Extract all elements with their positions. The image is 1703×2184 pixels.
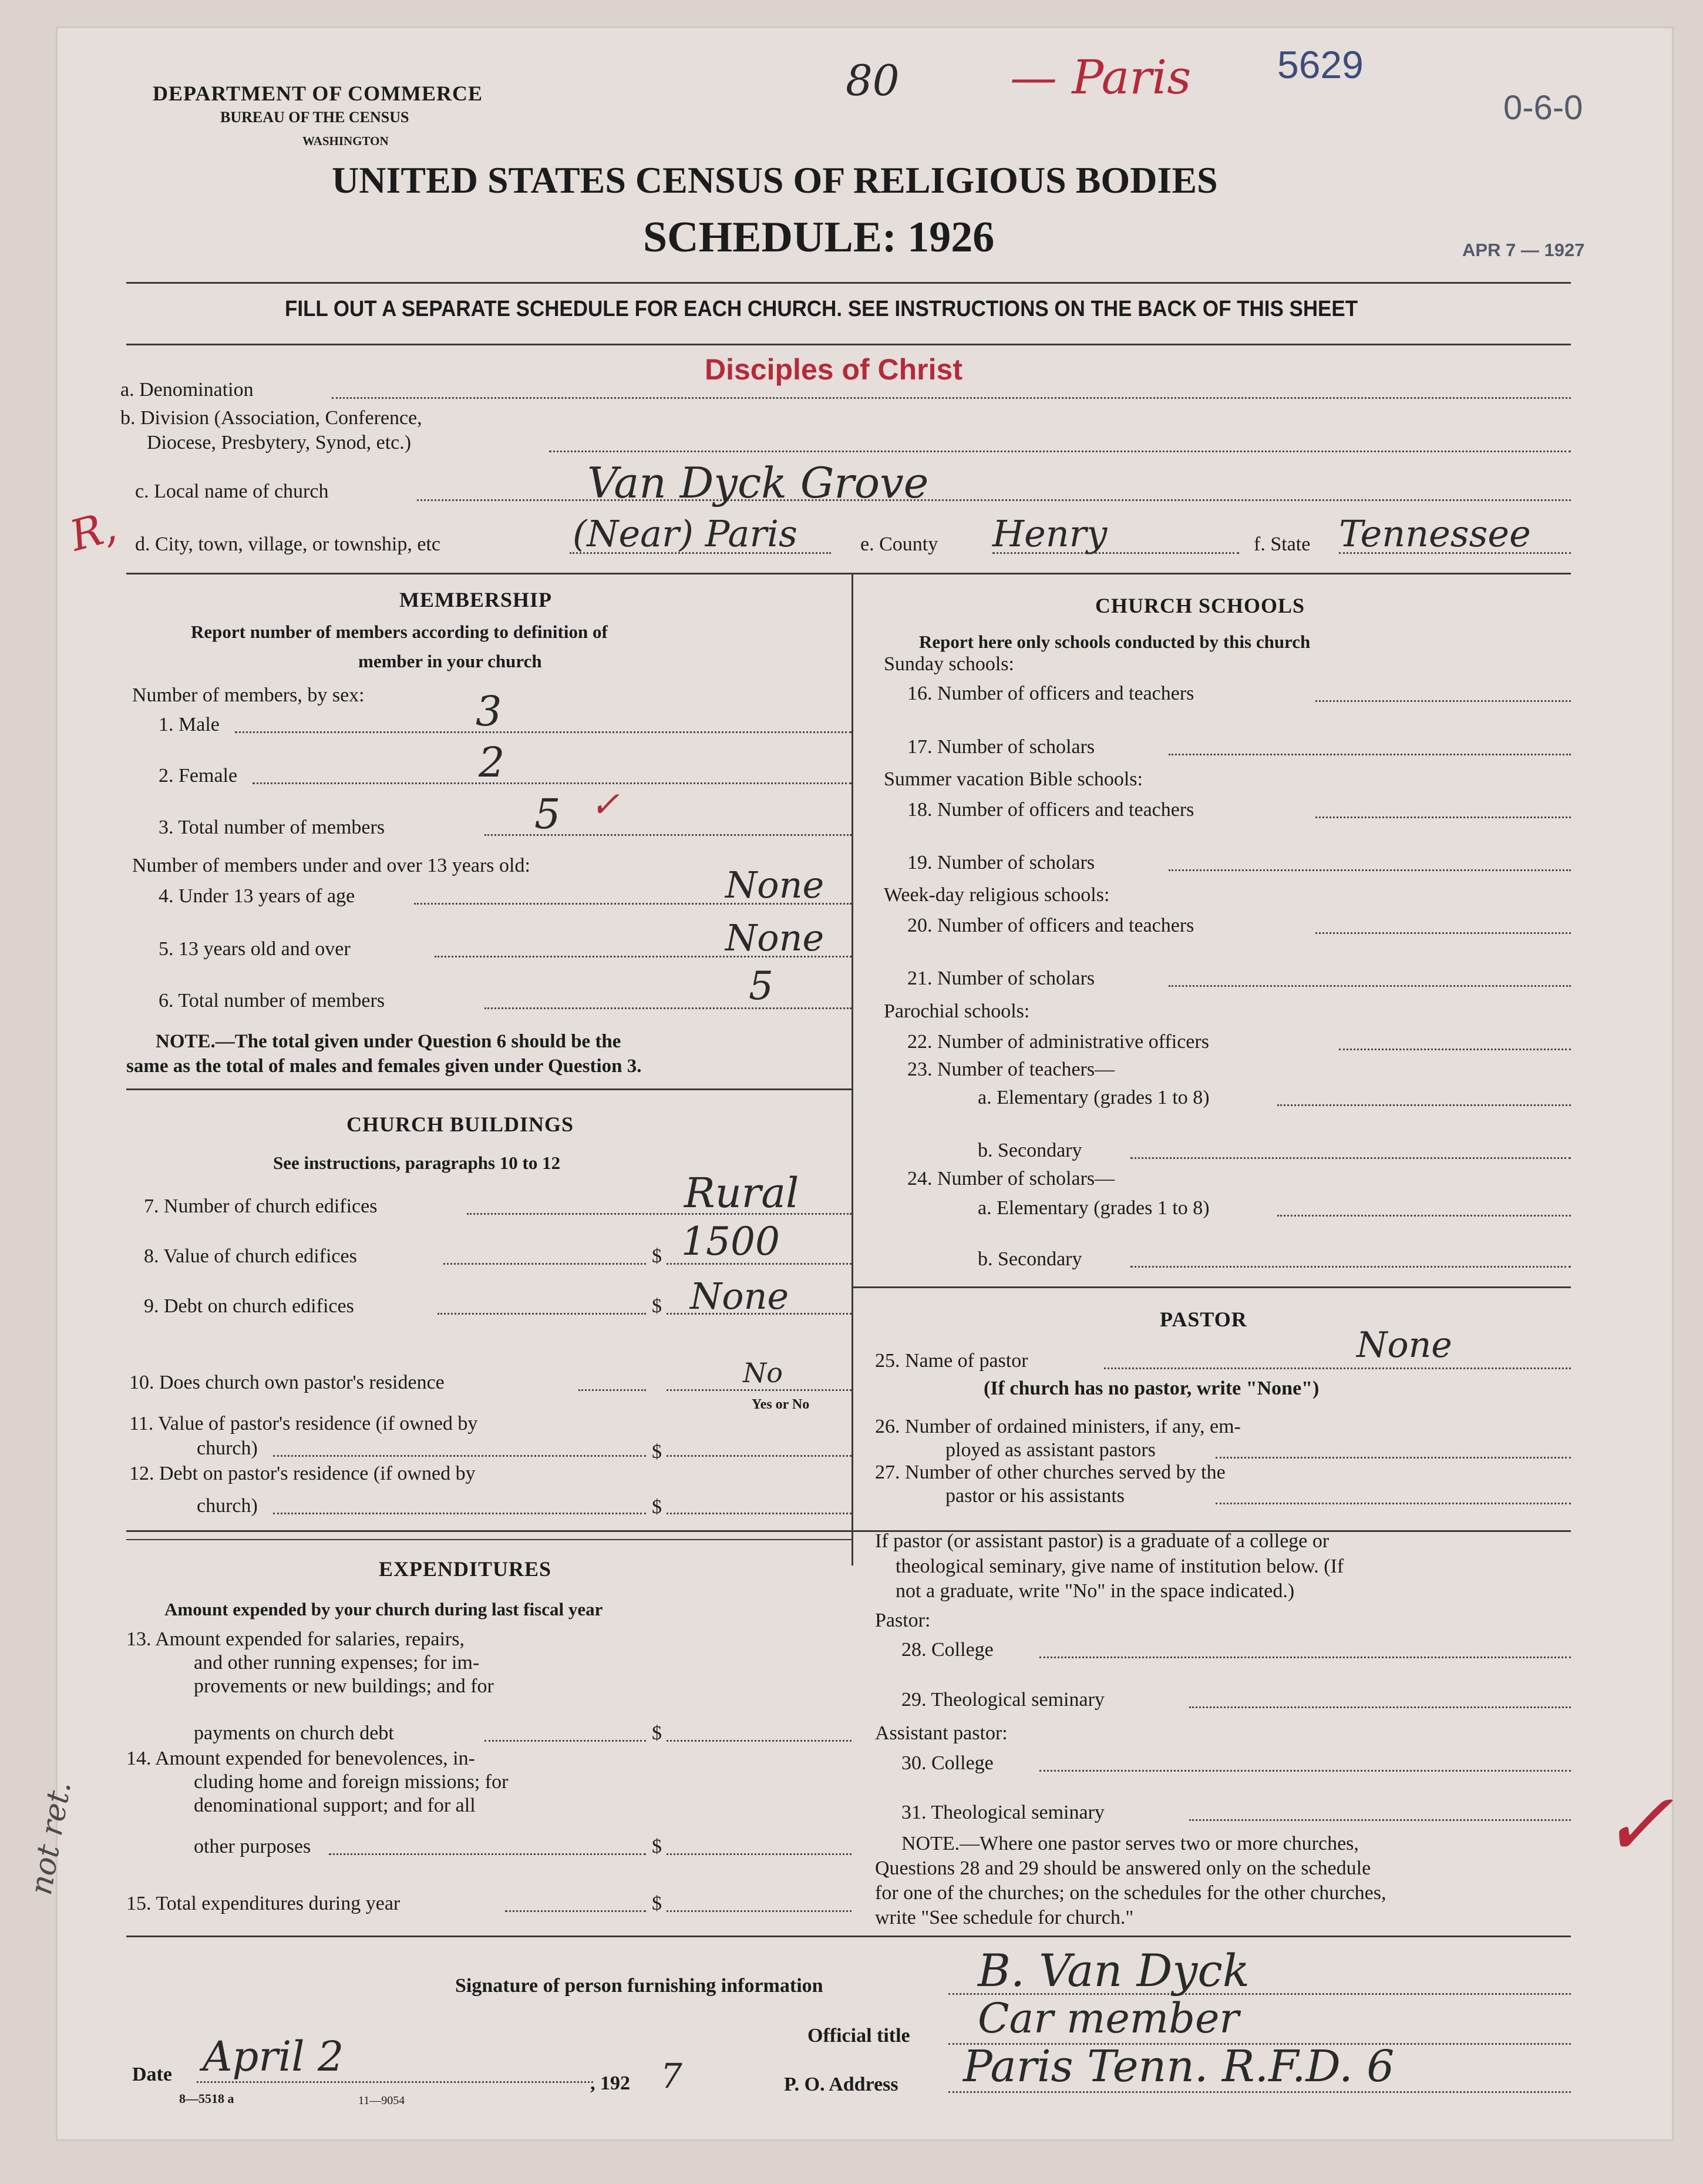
identity-rule <box>126 573 1571 574</box>
q10-value-line <box>667 1389 852 1391</box>
q2-value[interactable]: 2 <box>479 738 505 787</box>
q7-value[interactable]: Rural <box>684 1169 799 1217</box>
q30-label: 30. College <box>901 1752 994 1774</box>
q13-label-1: 13. Amount expended for salaries, repairs, <box>126 1628 465 1650</box>
weekday-schools: Week-day religious schools: <box>884 884 1110 906</box>
q8-line <box>443 1263 646 1265</box>
q14-label-3: denominational support; and for all <box>194 1795 476 1816</box>
q25-label: 25. Name of pastor <box>875 1350 1028 1372</box>
header-rule-top <box>126 282 1571 284</box>
schools-rule <box>852 1286 1571 1288</box>
q11-label-2: church) <box>197 1437 258 1459</box>
header-rule-bottom <box>126 344 1571 345</box>
pastor-note-4: write "See schedule for church." <box>875 1907 1134 1928</box>
q23-label: 23. Number of teachers— <box>907 1059 1115 1080</box>
membership-heading: MEMBERSHIP <box>399 588 553 611</box>
q9-line <box>437 1313 646 1315</box>
schools-sub: Report here only schools conducted by this church <box>919 631 1311 652</box>
date-value[interactable]: April 2 <box>203 2032 344 2081</box>
pastor-heading: PASTOR <box>1160 1308 1247 1331</box>
schedule-title: SCHEDULE: 1926 <box>643 213 995 261</box>
graduate-note-3: not a graduate, write "No" in the space indicated.) <box>896 1580 1295 1602</box>
margin-checkmark: ✓ <box>1600 1774 1674 1876</box>
expenditures-sub: Amount expended by your church during last fiscal year <box>164 1599 603 1619</box>
q5-value[interactable]: None <box>725 916 824 959</box>
q15-line <box>505 1910 646 1912</box>
q1-label: 1. Male <box>159 714 220 735</box>
pastor-sub-label: Pastor: <box>875 1610 931 1631</box>
q21-label: 21. Number of scholars <box>907 967 1095 989</box>
print-number: 11—9054 <box>358 2094 405 2107</box>
q22-line <box>1339 1049 1571 1050</box>
membership-note-1: NOTE.—The total given under Question 6 should be the <box>156 1031 621 1052</box>
q9-dollar: $ <box>652 1295 662 1317</box>
summer-schools: Summer vacation Bible schools: <box>884 768 1143 790</box>
q13-value-line <box>667 1740 852 1742</box>
q24-label: 24. Number of scholars— <box>907 1168 1115 1190</box>
q20-label: 20. Number of officers and teachers <box>907 915 1194 936</box>
q23a-line <box>1277 1104 1571 1106</box>
q6-value[interactable]: 5 <box>749 963 773 1009</box>
q27-line <box>1216 1503 1571 1504</box>
label-division-2: Diocese, Presbytery, Synod, etc.) <box>147 432 412 453</box>
signature-label: Signature of person furnishing information <box>455 1975 823 1997</box>
q11-line <box>273 1455 646 1457</box>
q21-line <box>1169 985 1571 987</box>
q11-value-line <box>667 1455 852 1457</box>
q18-line <box>1315 817 1571 818</box>
q31-label: 31. Theological seminary <box>901 1802 1105 1823</box>
pastor-note-3: for one of the churches; on the schedules for the other churches, <box>875 1882 1386 1904</box>
q12-line <box>273 1513 646 1514</box>
membership-sub-1: Report number of members according to definition of <box>191 621 608 642</box>
sunday-schools: Sunday schools: <box>884 653 1014 675</box>
q27-label-1: 27. Number of other churches served by the <box>875 1461 1226 1483</box>
q10-line <box>578 1389 646 1391</box>
q12-value-line <box>667 1513 852 1514</box>
q30-line <box>1039 1770 1571 1772</box>
po-address-label: P. O. Address <box>784 2074 898 2095</box>
graduate-note-2: theological seminary, give name of institution below. (If <box>896 1555 1344 1577</box>
q25-value[interactable]: None <box>1357 1325 1452 1366</box>
dept-label: DEPARTMENT OF COMMERCE <box>153 82 483 105</box>
label-city: d. City, town, village, or township, etc <box>135 533 441 555</box>
q14-label-4: other purposes <box>194 1836 311 1857</box>
handwritten-paris: — Paris <box>1010 50 1192 105</box>
q16-line <box>1315 700 1571 702</box>
label-state: f. State <box>1254 533 1311 555</box>
q16-label: 16. Number of officers and teachers <box>907 683 1194 704</box>
pastor-note-1: NOTE.—Where one pastor serves two or more churches, <box>901 1833 1359 1854</box>
city-value[interactable]: (Near) Paris <box>573 512 797 555</box>
assistant-sub-label: Assistant pastor: <box>875 1722 1008 1744</box>
q15-dollar: $ <box>652 1893 662 1914</box>
q10-value[interactable]: No <box>743 1357 783 1389</box>
label-local-name: c. Local name of church <box>135 481 329 502</box>
q11-dollar: $ <box>652 1441 662 1463</box>
membership-sub-2: member in your church <box>358 651 542 671</box>
po-address-value[interactable]: Paris Tenn. R.F.D. 6 <box>963 2041 1395 2092</box>
q26-label-2: ployed as assistant pastors <box>945 1439 1156 1461</box>
year-value[interactable]: 7 <box>661 2056 682 2096</box>
q7-label: 7. Number of church edifices <box>144 1195 378 1217</box>
q13-label-2: and other running expenses; for im- <box>194 1652 480 1674</box>
expenditures-heading: EXPENDITURES <box>379 1557 552 1581</box>
q24b-line <box>1130 1266 1571 1268</box>
q13-line <box>484 1740 646 1742</box>
q3-label: 3. Total number of members <box>159 817 385 838</box>
q8-dollar: $ <box>652 1245 662 1267</box>
label-division: b. Division (Association, Conference, <box>120 407 422 429</box>
q3-checkmark: ✓ <box>590 784 620 825</box>
yes-no-hint: Yes or No <box>752 1397 810 1412</box>
q6-line <box>484 1007 852 1009</box>
denomination-line <box>332 397 1571 399</box>
label-county: e. County <box>860 533 938 555</box>
q3-value[interactable]: 5 <box>534 790 561 838</box>
q13-label-3: provements or new buildings; and for <box>194 1675 494 1697</box>
parochial-schools: Parochial schools: <box>884 1000 1030 1022</box>
q6-label: 6. Total number of members <box>159 990 385 1012</box>
graduate-note-1: If pastor (or assistant pastor) is a graduate of a college or <box>875 1530 1330 1552</box>
expenditures-rule <box>126 1936 1571 1937</box>
q11-label-1: 11. Value of pastor's residence (if owned by <box>129 1413 478 1434</box>
pastor-note-2: Questions 28 and 29 should be answered only on the schedule <box>875 1857 1371 1879</box>
q13-label-4: payments on church debt <box>194 1722 394 1744</box>
column-divider <box>852 573 853 1565</box>
q1-line <box>235 731 852 733</box>
q12-dollar: $ <box>652 1496 662 1518</box>
q25-note: (If church has no pastor, write "None") <box>984 1377 1320 1399</box>
date-label: Date <box>132 2064 172 2085</box>
instructions-banner: FILL OUT A SEPARATE SCHEDULE FOR EACH CHURCH. SEE INSTRUCTIONS ON THE BACK OF THIS SHEET <box>285 297 1358 321</box>
margin-not-ret: not ret. <box>23 1778 78 1898</box>
bureau-label: BUREAU OF THE CENSUS <box>220 109 409 126</box>
signature-value[interactable]: B. Van Dyck <box>978 1944 1250 1997</box>
q24b-label: b. Secondary <box>978 1248 1082 1270</box>
q14-line <box>329 1853 646 1855</box>
washington-label: WASHINGTON <box>302 134 389 148</box>
q28-label: 28. College <box>901 1639 994 1661</box>
q23b-label: b. Secondary <box>978 1140 1082 1161</box>
q23a-label: a. Elementary (grades 1 to 8) <box>978 1087 1210 1108</box>
members-by-sex: Number of members, by sex: <box>132 684 365 706</box>
q25-line <box>1104 1367 1571 1369</box>
q1-value[interactable]: 3 <box>476 687 502 735</box>
membership-note-2: same as the total of males and females given under Question 3. <box>126 1056 642 1077</box>
local-name-value[interactable]: Van Dyck Grove <box>587 458 929 508</box>
label-denomination: a. Denomination <box>120 379 254 401</box>
q12-label-1: 12. Debt on pastor's residence (if owned by <box>129 1463 476 1484</box>
age-intro: Number of members under and over 13 years old: <box>132 855 530 876</box>
stamp-number: 5629 <box>1277 43 1364 86</box>
q29-label: 29. Theological seminary <box>901 1689 1105 1711</box>
city-line <box>570 552 831 554</box>
handwritten-80: 80 <box>846 56 900 105</box>
q4-label: 4. Under 13 years of age <box>159 885 355 907</box>
q9-label: 9. Debt on church edifices <box>144 1295 354 1317</box>
state-value[interactable]: Tennessee <box>1339 512 1531 555</box>
schools-heading: CHURCH SCHOOLS <box>1095 594 1305 617</box>
q23b-line <box>1130 1157 1571 1159</box>
q24a-label: a. Elementary (grades 1 to 8) <box>978 1197 1210 1219</box>
q8-value[interactable]: 1500 <box>681 1219 780 1264</box>
q18-label: 18. Number of officers and teachers <box>907 799 1194 821</box>
state-line <box>1339 552 1571 554</box>
q15-label: 15. Total expenditures during year <box>126 1893 400 1914</box>
county-value[interactable]: Henry <box>992 512 1108 555</box>
q14-dollar: $ <box>652 1836 662 1857</box>
official-title-label: Official title <box>807 2025 910 2047</box>
buildings-sub: See instructions, paragraphs 10 to 12 <box>273 1153 561 1173</box>
q9-value[interactable]: None <box>690 1275 789 1318</box>
q17-label: 17. Number of scholars <box>907 736 1095 758</box>
q15-value-line <box>667 1910 852 1912</box>
q24a-line <box>1277 1215 1571 1217</box>
form-number: 8—5518 a <box>179 2091 234 2106</box>
q26-line <box>1216 1457 1571 1459</box>
q22-label: 22. Number of administrative officers <box>907 1031 1209 1053</box>
form-title: UNITED STATES CENSUS OF RELIGIOUS BODIES <box>332 159 1218 201</box>
q14-value-line <box>667 1853 852 1855</box>
q2-line <box>253 782 852 784</box>
q31-line <box>1189 1819 1571 1821</box>
q13-dollar: $ <box>652 1722 662 1744</box>
q8-label: 8. Value of church edifices <box>144 1245 357 1267</box>
date-line <box>197 2081 593 2083</box>
q28-line <box>1039 1657 1571 1658</box>
q17-line <box>1169 754 1571 755</box>
denomination-value[interactable]: Disciples of Christ <box>705 353 962 386</box>
buildings-heading: CHURCH BUILDINGS <box>346 1113 574 1136</box>
county-line <box>992 552 1239 554</box>
official-title-value[interactable]: Car member <box>978 1994 1239 2042</box>
q14-label-2: cluding home and foreign missions; for <box>194 1771 509 1793</box>
year-label: , 192 <box>590 2072 630 2094</box>
division-line <box>549 451 1571 452</box>
buildings-rule-2 <box>126 1539 852 1540</box>
q19-label: 19. Number of scholars <box>907 852 1095 873</box>
buildings-rule-1 <box>126 1530 1571 1532</box>
q10-label: 10. Does church own pastor's residence <box>129 1372 445 1393</box>
q2-label: 2. Female <box>159 765 238 787</box>
q26-label-1: 26. Number of ordained ministers, if any, em- <box>875 1416 1241 1437</box>
code-stamp: 0-6-0 <box>1503 89 1583 127</box>
q19-line <box>1169 869 1571 871</box>
margin-r-mark: R, <box>65 501 122 561</box>
q4-value[interactable]: None <box>725 863 824 906</box>
received-date-stamp: APR 7 — 1927 <box>1462 240 1585 260</box>
q12-label-2: church) <box>197 1495 258 1517</box>
q29-line <box>1189 1706 1571 1708</box>
membership-rule <box>126 1088 852 1090</box>
q20-line <box>1315 932 1571 934</box>
q14-label-1: 14. Amount expended for benevolences, in- <box>126 1748 475 1769</box>
q27-label-2: pastor or his assistants <box>945 1485 1125 1507</box>
q5-label: 5. 13 years old and over <box>159 938 351 960</box>
